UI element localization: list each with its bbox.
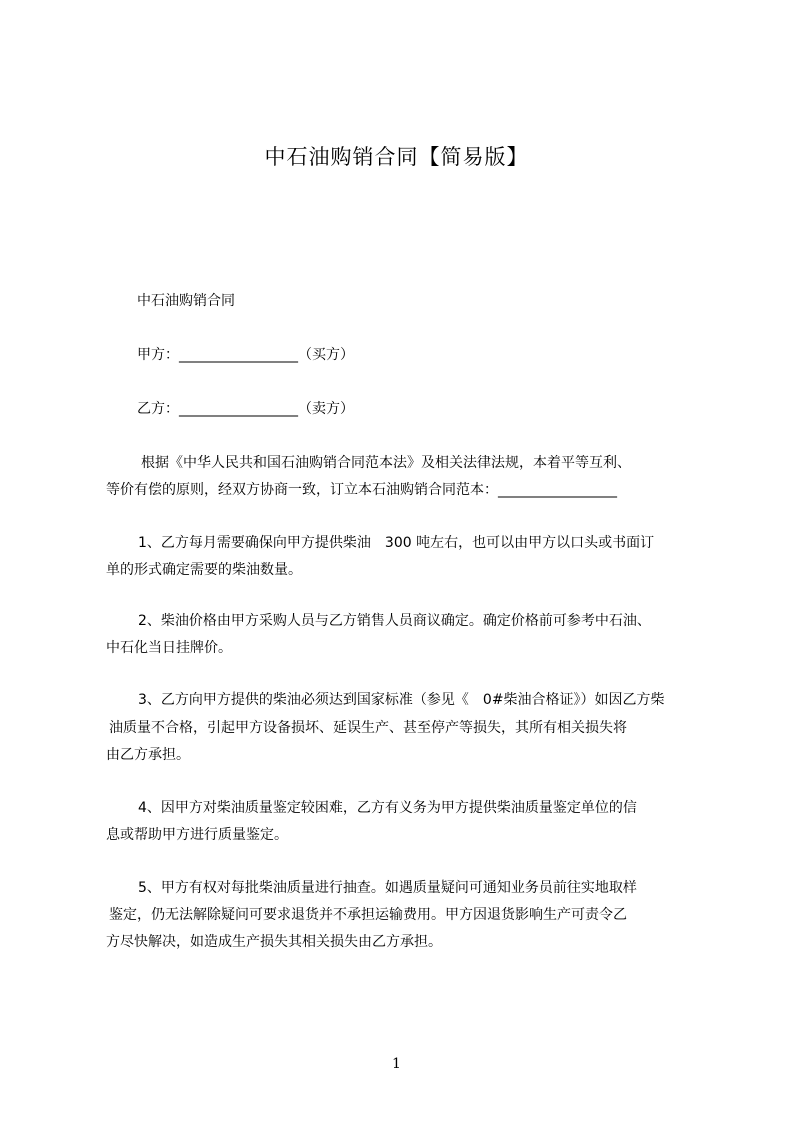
clause-3-line: 3、乙方向甲方提供的柴油必须达到国家标准（参见《 0#柴油合格证》）如因乙方柴: [138, 692, 665, 708]
party-a-line: 甲方：_________________（买方）: [137, 347, 354, 363]
clause-5-line: 方尽快解决，如造成生产损失其相关损失由乙方承担。: [106, 934, 442, 950]
clause-3-line: 由乙方承担。: [106, 747, 190, 763]
clause-5-line: 鉴定，仍无法解除疑问可要求退货并不承担运输费用。甲方因退货影响生产可责令乙: [109, 907, 627, 923]
preamble-line: 等价有偿的原则，经双方协商一致，订立本石油购销合同范本：_________________: [106, 482, 617, 498]
clause-4-line: 息或帮助甲方进行质量鉴定。: [106, 827, 288, 843]
preamble-line: 根据《中华人民共和国石油购销合同范本法》及相关法律法规，本着平等互利、: [141, 455, 631, 471]
contract-heading: 中石油购销合同: [137, 293, 235, 309]
clause-3-line: 油质量不合格，引起甲方设备损坏、延误生产、甚至停产等损失，其所有相关损失将: [109, 720, 627, 736]
clause-1-line: 1、乙方每月需要确保向甲方提供柴油 300 吨左右，也可以由甲方以口头或书面订: [138, 535, 655, 551]
clause-4-line: 4、因甲方对柴油质量鉴定较困难，乙方有义务为甲方提供柴油质量鉴定单位的信: [138, 800, 637, 816]
clause-1-line: 单的形式确定需要的柴油数量。: [106, 562, 302, 578]
clause-2-line: 中石化当日挂牌价。: [106, 640, 232, 656]
clause-2-line: 2、柴油价格由甲方采购人员与乙方销售人员商议确定。确定价格前可参考中石油、: [138, 613, 651, 629]
clause-5-line: 5、甲方有权对每批柴油质量进行抽查。如遇质量疑问可通知业务员前往实地取样: [138, 880, 637, 896]
page-number: 1: [392, 1056, 401, 1072]
party-b-line: 乙方：_________________（卖方）: [137, 401, 354, 417]
document-title: 中石油购销合同【简易版】: [264, 145, 529, 169]
